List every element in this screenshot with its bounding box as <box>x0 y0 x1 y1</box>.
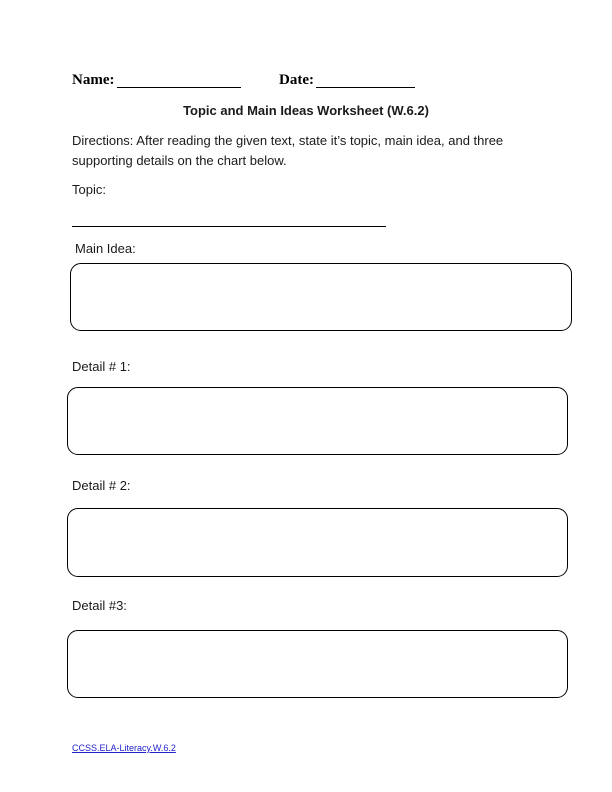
date-blank-line[interactable] <box>316 87 415 88</box>
detail-3-box[interactable] <box>67 630 568 698</box>
topic-label: Topic: <box>72 182 106 197</box>
standard-link[interactable]: CCSS.ELA-Literacy.W.6.2 <box>72 743 176 753</box>
detail-2-box[interactable] <box>67 508 568 577</box>
detail-1-box[interactable] <box>67 387 568 455</box>
main-idea-box[interactable] <box>70 263 572 331</box>
worksheet-title: Topic and Main Ideas Worksheet (W.6.2) <box>183 103 429 118</box>
date-label: Date: <box>279 72 314 88</box>
topic-blank-line[interactable] <box>72 226 386 227</box>
directions-text: Directions: After reading the given text, state it’s topic, main idea, and three supporting details on the chart below. <box>72 133 504 168</box>
detail-2-label: Detail # 2: <box>72 478 131 493</box>
main-idea-label: Main Idea: <box>75 241 136 256</box>
name-label: Name: <box>72 72 115 88</box>
name-blank-line[interactable] <box>117 87 241 88</box>
detail-1-label: Detail # 1: <box>72 359 131 374</box>
detail-3-label: Detail #3: <box>72 598 127 613</box>
